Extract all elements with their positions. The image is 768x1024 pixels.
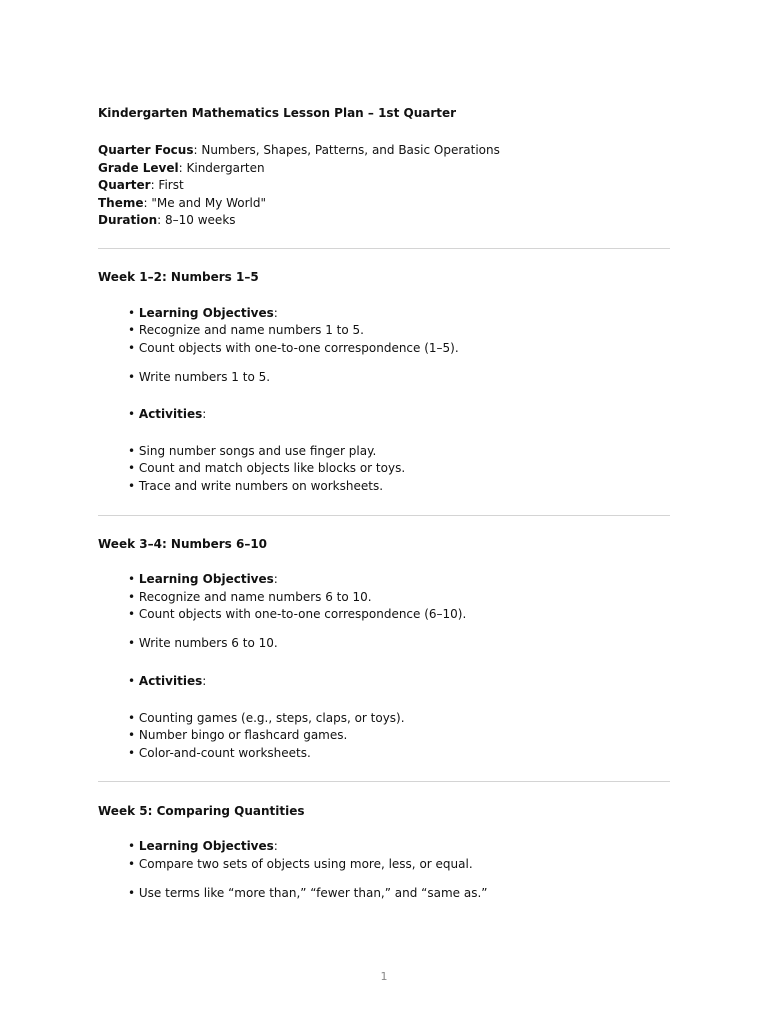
- meta-value: : 8–10 weeks: [157, 213, 236, 228]
- list-item: • Color-and-count worksheets.: [128, 746, 311, 760]
- list-item: • Count and match objects like blocks or toys.: [128, 461, 406, 475]
- section-heading-week-1-2: Week 1–2: Numbers 1–5: [98, 270, 259, 284]
- meta-label: Duration: [98, 213, 158, 228]
- meta-value: : First: [150, 178, 184, 193]
- list-item: • Compare two sets of objects using more, less, or equal.: [128, 857, 473, 871]
- document-title: Kindergarten Mathematics Lesson Plan – 1st Quarter: [98, 106, 457, 120]
- meta-label: Theme: [98, 195, 144, 210]
- list-item: • Recognize and name numbers 6 to 10.: [128, 590, 372, 604]
- list-item: • Recognize and name numbers 1 to 5.: [128, 323, 364, 337]
- meta-row-quarter-focus: [98, 142, 500, 160]
- list-item: • Use terms like “more than,” “fewer than,” and “same as.”: [128, 886, 488, 900]
- meta-row-theme: [98, 195, 500, 213]
- meta-value: : Numbers, Shapes, Patterns, and Basic Operations: [193, 143, 500, 157]
- meta-value: : "Me and My World": [143, 195, 267, 210]
- objectives-label-row: [128, 571, 278, 589]
- meta-label: Grade Level: [98, 160, 179, 175]
- objectives-label: Learning Objectives: [138, 839, 274, 853]
- list-item: • Trace and write numbers on worksheets.: [128, 479, 384, 493]
- metadata-block: [98, 142, 500, 230]
- activities-label: Activities: [138, 407, 203, 421]
- list-item: • Number bingo or flashcard games.: [128, 728, 348, 742]
- list-item: • Sing number songs and use finger play.: [128, 444, 377, 458]
- meta-label: Quarter Focus: [98, 143, 194, 157]
- colon: :: [202, 674, 207, 688]
- section-heading-week-5: Week 5: Comparing Quantities: [98, 804, 305, 818]
- colon: :: [273, 572, 278, 586]
- meta-value: : Kindergarten: [178, 160, 265, 175]
- bullet: •: [128, 572, 139, 586]
- objectives-label-row: [128, 305, 278, 323]
- section-divider: [98, 515, 670, 516]
- objectives-label-row: [128, 838, 278, 856]
- meta-row-quarter: [98, 177, 500, 195]
- bullet: •: [128, 407, 139, 421]
- bullet: •: [128, 674, 139, 688]
- objectives-label: Learning Objectives: [138, 306, 274, 320]
- activities-label-row: [128, 406, 206, 424]
- list-item: • Count objects with one-to-one correspondence (1–5).: [128, 341, 459, 355]
- bullet: •: [128, 306, 139, 320]
- section-heading-week-3-4: Week 3–4: Numbers 6–10: [98, 537, 268, 551]
- section-divider: [98, 248, 670, 249]
- activities-label-row: [128, 673, 206, 691]
- list-item: • Count objects with one-to-one correspondence (6–10).: [128, 607, 467, 621]
- list-item: • Write numbers 1 to 5.: [128, 370, 271, 384]
- section-divider: [98, 781, 670, 782]
- meta-row-grade-level: [98, 160, 500, 178]
- objectives-label: Learning Objectives: [138, 572, 274, 586]
- colon: :: [273, 306, 278, 320]
- meta-row-duration: [98, 212, 500, 230]
- page-number: 1: [380, 970, 388, 983]
- list-item: • Write numbers 6 to 10.: [128, 636, 278, 650]
- bullet: •: [128, 839, 139, 853]
- meta-label: Quarter: [98, 178, 151, 193]
- activities-label: Activities: [138, 674, 203, 688]
- colon: :: [273, 839, 278, 853]
- colon: :: [202, 407, 207, 421]
- list-item: • Counting games (e.g., steps, claps, or toys).: [128, 711, 405, 725]
